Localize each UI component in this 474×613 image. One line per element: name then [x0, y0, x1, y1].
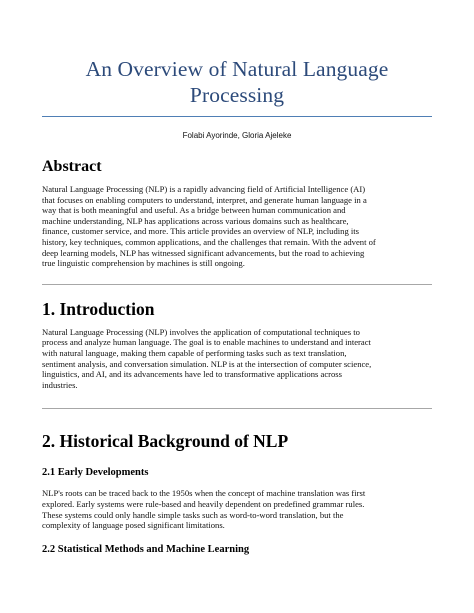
historical-background-heading: 2. Historical Background of NLP: [42, 431, 289, 452]
introduction-line: sentiment analysis, and conversation simulation. NLP is at the intersection of computer science,: [42, 358, 372, 369]
early-developments-line: explored. Early systems were rule-based and heavily dependent on predefined grammar rules.: [42, 498, 365, 509]
section-divider: [42, 284, 432, 285]
document-title: [42, 56, 432, 108]
introduction-line: linguistics, and AI, and its advancements have led to transformative applications across: [42, 369, 342, 380]
section-divider: [42, 408, 432, 409]
abstract-line: machine understanding, NLP has applications across various domains such as healthcare,: [42, 215, 349, 226]
abstract-line: deep learning models, NLP has witnessed significant advancements, but the road to achieving: [42, 247, 365, 258]
statistical-methods-heading: 2.2 Statistical Methods and Machine Learning: [42, 543, 250, 555]
early-developments-line: NLP's roots can be traced back to the 1950s when the concept of machine translation was first: [42, 488, 366, 499]
introduction-line: with natural language, making them capable of performing tasks such as text translation,: [42, 347, 347, 358]
abstract-line: way that is both meaningful and useful. As a bridge between human communication and: [42, 205, 346, 216]
introduction-line: process and analyze human language. The goal is to enable machines to understand and interact: [42, 337, 371, 348]
authors: Folabi Ayorinde, Gloria Ajeleke: [182, 131, 292, 140]
abstract-line: that focuses on enabling computers to understand, interpret, and generate human language in a: [42, 194, 367, 205]
abstract-paragraph: [42, 184, 432, 269]
introduction-line: industries.: [42, 379, 78, 390]
early-developments-line: complexity of language posed significant limitations.: [42, 520, 225, 531]
abstract-line: finance, customer service, and more. This article provides an overview of NLP, including its: [42, 226, 360, 237]
early-developments-paragraph: [42, 488, 432, 530]
early-developments-line: These systems could only handle simple tasks such as word-to-word translation, but the: [42, 509, 344, 520]
introduction-paragraph: [42, 327, 432, 391]
title-divider: [42, 116, 432, 117]
introduction-line: Natural Language Processing (NLP) involves the application of computational techniques to: [42, 326, 360, 337]
introduction-heading: 1. Introduction: [42, 298, 155, 319]
abstract-line: true linguistic comprehension by machines is still ongoing.: [42, 258, 245, 269]
abstract-heading: Abstract: [42, 158, 102, 175]
document-title-line-2: Processing: [189, 83, 285, 107]
early-developments-heading: 2.1 Early Developments: [42, 467, 149, 479]
abstract-line: history, key techniques, common applications, and the challenges that remain. With the advent of: [42, 236, 376, 247]
document-title-line-1: An Overview of Natural Language: [85, 57, 389, 81]
abstract-line: Natural Language Processing (NLP) is a rapidly advancing field of Artificial Intelligence (AI): [42, 184, 366, 194]
